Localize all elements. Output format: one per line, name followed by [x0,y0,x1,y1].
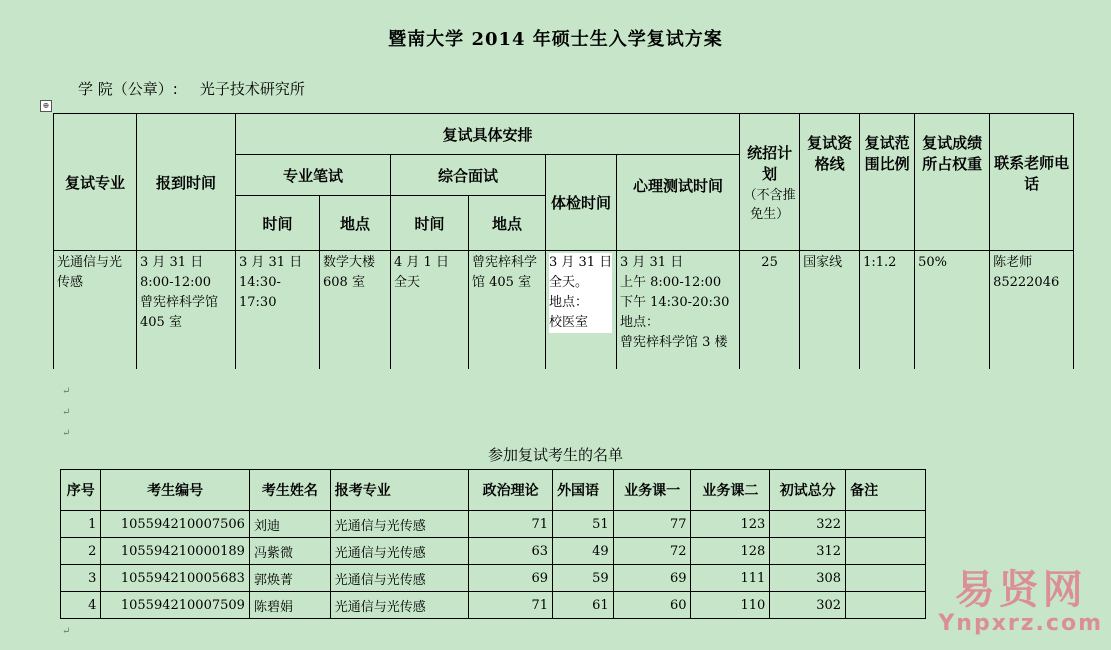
college-label: 学 院（公章）: [78,80,178,98]
cell-politics: 71 [469,511,553,538]
cell-politics: 71 [469,592,553,619]
table-row [61,538,926,565]
cell-foreign: 51 [553,511,614,538]
watermark [938,568,1103,636]
watermark-url: Ynpxrz.com [938,611,1103,636]
table-row [61,592,926,619]
retest-plan-table [53,113,1074,369]
header-quota-label: 统招计划 [747,144,793,183]
col-header-name: 考生姓名 [249,470,330,511]
college-line [78,78,305,99]
cell-id: 105594210005683 [101,565,250,592]
cell-psych: 3 月 31 日 上午 8:00-12:00 下午 14:30-20:30 地点： 曾宪梓科学馆 3 楼 [617,251,740,370]
header-weight: 复试成绩所占权重 [915,114,990,251]
col-header-note: 备注 [846,470,926,511]
candidates-caption: 参加复试考生的名单 [487,446,623,464]
header-qualify-line: 复试资格线 [800,114,860,251]
paragraph-mark-4: ↵ [62,626,71,637]
cell-course2: 111 [691,565,770,592]
paragraph-mark-1: ↵ [62,386,71,397]
cell-report-time: 3 月 31 日 8:00-12:00 曾宪梓科学馆 405 室 [137,251,236,370]
header-interview-time: 时间 [391,196,469,251]
cell-course1: 72 [613,538,691,565]
cell-course2: 123 [691,511,770,538]
cell-ratio: 1:1.2 [860,251,915,370]
header-contact: 联系老师电话 [990,114,1074,251]
cell-foreign: 49 [553,538,614,565]
header-major: 复试专业 [54,114,137,251]
cell-major: 光通信与光传感 [330,592,468,619]
cell-foreign: 61 [553,592,614,619]
candidates-header-row [61,470,926,511]
cell-course1: 60 [613,592,691,619]
cell-interview-place: 曾宪梓科学馆 405 室 [469,251,546,370]
table-move-handle-icon[interactable]: ⊕ [40,100,52,112]
cell-politics: 69 [469,565,553,592]
cell-no: 2 [61,538,101,565]
cell-total: 322 [770,511,846,538]
cell-major: 光通信与光传感 [330,565,468,592]
cell-course1: 69 [613,565,691,592]
candidates-table [60,469,926,619]
cell-physical-text: 3 月 31 日 全天。 地点： 校医室 [549,253,612,333]
college-value: 光子技术研究所 [199,80,305,98]
header-arrangement: 复试具体安排 [236,114,740,155]
table-row [61,511,926,538]
header-interview: 综合面试 [391,155,546,196]
watermark-logo-text: 易贤网 [954,567,1087,613]
header-quota [740,114,800,251]
cell-course1: 77 [613,511,691,538]
document-title: 暨南大学 2014 年硕士生入学复试方案 [388,29,723,50]
cell-major: 光通信与光传感 [330,511,468,538]
header-ratio: 复试范围比例 [860,114,915,251]
cell-politics: 63 [469,538,553,565]
cell-written-time: 3 月 31 日 14:30-17:30 [236,251,320,370]
cell-total: 308 [770,565,846,592]
cell-physical [546,251,617,370]
cell-course2: 128 [691,538,770,565]
cell-id: 105594210007506 [101,511,250,538]
cell-total: 312 [770,538,846,565]
cell-no: 4 [61,592,101,619]
header-physical: 体检时间 [546,155,617,251]
header-written-place: 地点 [320,196,391,251]
cell-no: 1 [61,511,101,538]
cell-contact: 陈老师 85222046 [990,251,1074,370]
col-header-major: 报考专业 [330,470,468,511]
header-written: 专业笔试 [236,155,391,196]
cell-name: 冯紫微 [249,538,330,565]
cell-major: 光通信与光传感 [330,538,468,565]
header-written-time: 时间 [236,196,320,251]
col-header-total: 初试总分 [770,470,846,511]
col-header-id: 考生编号 [101,470,250,511]
cell-written-place: 数学大楼 608 室 [320,251,391,370]
cell-foreign: 59 [553,565,614,592]
paragraph-mark-3: ↵ [62,428,71,439]
cell-note [846,511,926,538]
cell-name: 刘迪 [249,511,330,538]
cell-name: 陈碧娟 [249,592,330,619]
paragraph-mark-2: ↵ [62,407,71,418]
col-header-politics: 政治理论 [469,470,553,511]
col-header-course2: 业务课二 [691,470,770,511]
col-header-course1: 业务课一 [613,470,691,511]
table-row [61,565,926,592]
cell-qualify-line: 国家线 [800,251,860,370]
cell-quota: 25 [740,251,800,370]
cell-id: 105594210007509 [101,592,250,619]
col-header-no: 序号 [61,470,101,511]
cell-weight: 50% [915,251,990,370]
cell-note [846,565,926,592]
cell-no: 3 [61,565,101,592]
cell-id: 105594210000189 [101,538,250,565]
header-report-time: 报到时间 [137,114,236,251]
cell-total: 302 [770,592,846,619]
cell-course2: 110 [691,592,770,619]
cell-note [846,538,926,565]
cell-interview-time: 4 月 1 日 全天 [391,251,469,370]
cell-name: 郭焕菁 [249,565,330,592]
cell-note [846,592,926,619]
cell-major: 光通信与光传感 [54,251,137,370]
header-quota-note: （不含推免生） [743,188,796,222]
header-psych: 心理测试时间 [617,155,740,251]
header-interview-place: 地点 [469,196,546,251]
col-header-foreign: 外国语 [553,470,614,511]
